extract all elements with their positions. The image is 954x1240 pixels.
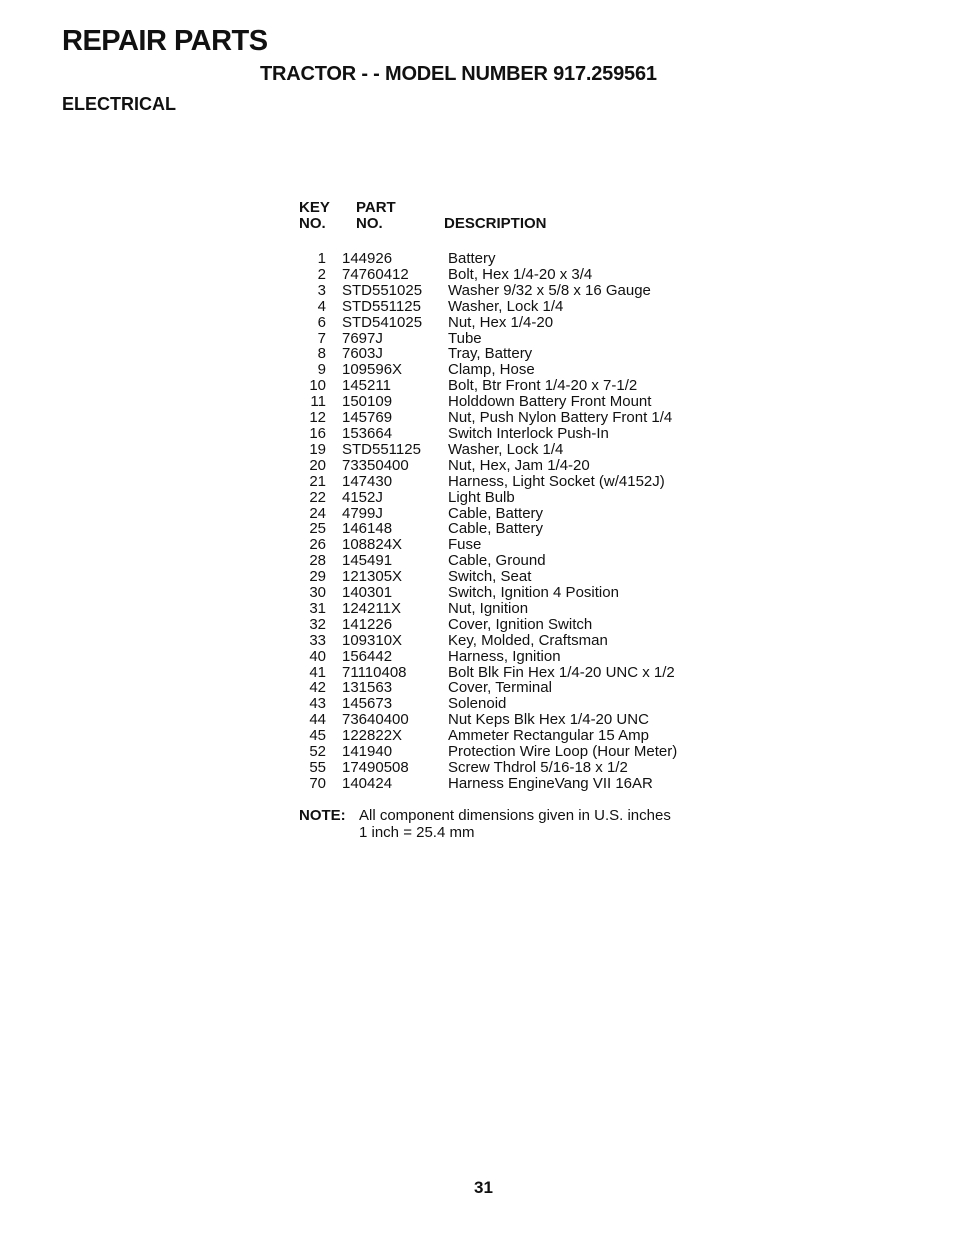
table-row: [290, 680, 677, 696]
part-no-cell: 109310X: [342, 631, 403, 649]
table-row: [290, 696, 677, 712]
description-cell: Cover, Terminal: [448, 679, 552, 697]
table-row: [290, 490, 677, 506]
note-text-line1: All component dimensions given in U.S. inches: [359, 807, 671, 824]
table-row: [290, 346, 677, 362]
key-no-cell: 32: [309, 615, 326, 633]
key-no-cell: 20: [309, 456, 326, 474]
key-no-cell: 44: [309, 711, 326, 729]
description-cell: Nut, Hex, Jam 1/4-20: [448, 456, 590, 474]
key-no-cell: 28: [309, 552, 326, 570]
key-no-cell: 1: [317, 250, 326, 267]
key-no-cell: 4: [317, 297, 326, 315]
table-row: [290, 299, 677, 315]
key-no-cell: 41: [309, 663, 326, 681]
description-cell: Switch Interlock Push-In: [448, 424, 609, 442]
part-no-cell: 4799J: [342, 504, 383, 522]
part-no-cell: 17490508: [342, 759, 409, 776]
part-no-cell: 141940: [342, 743, 393, 761]
description-cell: Switch, Seat: [448, 568, 532, 586]
table-row: [290, 649, 677, 665]
table-row: [290, 744, 677, 760]
description-cell: Bolt, Btr Front 1/4-20 x 7-1/2: [448, 377, 638, 395]
table-row: [290, 394, 677, 410]
description-cell: Nut Keps Blk Hex 1/4-20 UNC: [448, 711, 649, 729]
key-no-cell: 29: [309, 568, 326, 586]
part-no-cell: 145673: [342, 695, 393, 713]
table-row: [290, 378, 677, 394]
part-no-cell: STD551125: [342, 440, 421, 458]
part-no-cell: STD551125: [342, 297, 421, 315]
part-no-cell: 150109: [342, 393, 393, 411]
key-no-cell: 22: [309, 488, 326, 506]
part-no-cell: 153664: [342, 424, 393, 442]
page-subtitle: TRACTOR - - MODEL NUMBER 917.259561: [260, 63, 657, 85]
key-no-cell: 40: [309, 647, 326, 665]
description-cell: Cable, Battery: [448, 520, 544, 538]
part-no-cell: 121305X: [342, 568, 403, 586]
key-no-cell: 25: [309, 520, 326, 538]
description-cell: Nut, Ignition: [448, 599, 529, 617]
part-no-cell: 73640400: [342, 711, 409, 729]
description-cell: Bolt, Hex 1/4-20 x 3/4: [448, 265, 593, 283]
part-no-cell: STD551025: [342, 281, 423, 299]
table-row: [290, 283, 677, 299]
table-row: [290, 617, 677, 633]
key-no-cell: 19: [309, 440, 326, 458]
part-no-cell: STD541025: [342, 313, 423, 331]
table-row: [290, 760, 677, 776]
key-no-cell: 52: [309, 743, 326, 761]
part-no-cell: 73350400: [342, 456, 409, 474]
part-no-cell: 156442: [342, 647, 393, 665]
key-no-cell: 16: [309, 424, 326, 442]
key-no-cell: 11: [310, 393, 326, 411]
page-title: REPAIR PARTS: [62, 25, 268, 57]
description-cell: Fuse: [448, 536, 482, 554]
description-cell: Clamp, Hose: [448, 361, 535, 379]
key-no-cell: 42: [309, 679, 326, 697]
part-no-cell: 122822X: [342, 727, 403, 745]
description-cell: Battery: [448, 250, 496, 267]
key-no-cell: 2: [317, 265, 326, 283]
table-row: [290, 251, 677, 267]
column-header-part-line1: PART: [356, 199, 396, 216]
table-row: [290, 776, 677, 792]
key-no-cell: 55: [309, 759, 326, 776]
description-cell: Nut, Hex 1/4-20: [448, 313, 554, 331]
key-no-cell: 9: [317, 361, 326, 379]
column-header-part-line2: NO.: [356, 215, 383, 232]
parts-table: [290, 251, 677, 792]
description-cell: Cable, Ground: [448, 552, 546, 570]
part-no-cell: 145769: [342, 409, 393, 427]
part-no-cell: 147430: [342, 472, 393, 490]
table-row: [290, 506, 677, 522]
part-no-cell: 124211X: [342, 599, 401, 617]
part-no-cell: 7697J: [342, 329, 383, 347]
part-no-cell: 144926: [342, 250, 393, 267]
description-cell: Washer, Lock 1/4: [448, 440, 564, 458]
part-no-cell: 108824X: [342, 536, 403, 554]
key-no-cell: 7: [317, 329, 326, 347]
description-cell: Switch, Ignition 4 Position: [448, 584, 619, 602]
table-row: [290, 553, 677, 569]
description-cell: Washer 9/32 x 5/8 x 16 Gauge: [448, 281, 651, 299]
part-no-cell: 145491: [342, 552, 393, 570]
note-label: NOTE:: [299, 807, 346, 824]
key-no-cell: 45: [309, 727, 326, 745]
part-no-cell: 74760412: [342, 265, 409, 283]
column-header-key-line1: KEY: [299, 199, 330, 216]
column-header-description: DESCRIPTION: [444, 215, 547, 232]
description-cell: Nut, Push Nylon Battery Front 1/4: [448, 409, 673, 427]
description-cell: Tray, Battery: [448, 345, 533, 363]
note-text-line2: 1 inch = 25.4 mm: [359, 824, 475, 841]
table-row: [290, 458, 677, 474]
table-row: [290, 362, 677, 378]
key-no-cell: 70: [309, 774, 326, 792]
section-title: ELECTRICAL: [62, 94, 176, 114]
description-cell: Screw Thdrol 5/16-18 x 1/2: [448, 759, 628, 776]
table-row: [290, 665, 677, 681]
description-cell: Cable, Battery: [448, 504, 544, 522]
key-no-cell: 6: [317, 313, 326, 331]
description-cell: Cover, Ignition Switch: [448, 615, 593, 633]
key-no-cell: 3: [317, 281, 326, 299]
table-row: [290, 537, 677, 553]
description-cell: Light Bulb: [448, 488, 515, 506]
key-no-cell: 31: [309, 599, 326, 617]
key-no-cell: 43: [309, 695, 326, 713]
key-no-cell: 26: [309, 536, 326, 554]
table-row: [290, 569, 677, 585]
table-row: [290, 601, 677, 617]
part-no-cell: 109596X: [342, 361, 403, 379]
table-row: [290, 474, 677, 490]
part-no-cell: 131563: [342, 679, 393, 697]
description-cell: Protection Wire Loop (Hour Meter): [448, 743, 678, 761]
part-no-cell: 141226: [342, 615, 393, 633]
part-no-cell: 71110408: [342, 663, 407, 681]
part-no-cell: 146148: [342, 520, 393, 538]
table-row: [290, 728, 677, 744]
description-cell: Bolt Blk Fin Hex 1/4-20 UNC x 1/2: [448, 663, 675, 681]
description-cell: Solenoid: [448, 695, 507, 713]
table-row: [290, 521, 677, 537]
key-no-cell: 33: [309, 631, 326, 649]
description-cell: Ammeter Rectangular 15 Amp: [448, 727, 649, 745]
table-row: [290, 315, 677, 331]
table-row: [290, 442, 677, 458]
description-cell: Key, Molded, Craftsman: [448, 631, 608, 649]
table-row: [290, 331, 677, 347]
part-no-cell: 7603J: [342, 345, 383, 363]
key-no-cell: 30: [309, 584, 326, 602]
description-cell: Holddown Battery Front Mount: [448, 393, 652, 411]
key-no-cell: 8: [317, 345, 326, 363]
description-cell: Harness, Ignition: [448, 647, 561, 665]
description-cell: Harness, Light Socket (w/4152J): [448, 472, 665, 490]
parts-table-body: [290, 251, 677, 792]
key-no-cell: 21: [309, 472, 326, 490]
part-no-cell: 4152J: [342, 488, 383, 506]
description-cell: Tube: [448, 329, 482, 347]
description-cell: Washer, Lock 1/4: [448, 297, 564, 315]
key-no-cell: 10: [309, 377, 326, 395]
page-number: 31: [474, 1178, 493, 1197]
table-row: [290, 712, 677, 728]
table-row: [290, 426, 677, 442]
part-no-cell: 140424: [342, 774, 393, 792]
table-row: [290, 267, 677, 283]
key-no-cell: 12: [309, 409, 326, 427]
part-no-cell: 145211: [342, 377, 391, 395]
table-row: [290, 633, 677, 649]
table-row: [290, 410, 677, 426]
key-no-cell: 24: [309, 504, 326, 522]
part-no-cell: 140301: [342, 584, 393, 602]
table-row: [290, 585, 677, 601]
description-cell: Harness EngineVang VII 16AR: [448, 774, 653, 792]
column-header-key-line2: NO.: [299, 215, 326, 232]
